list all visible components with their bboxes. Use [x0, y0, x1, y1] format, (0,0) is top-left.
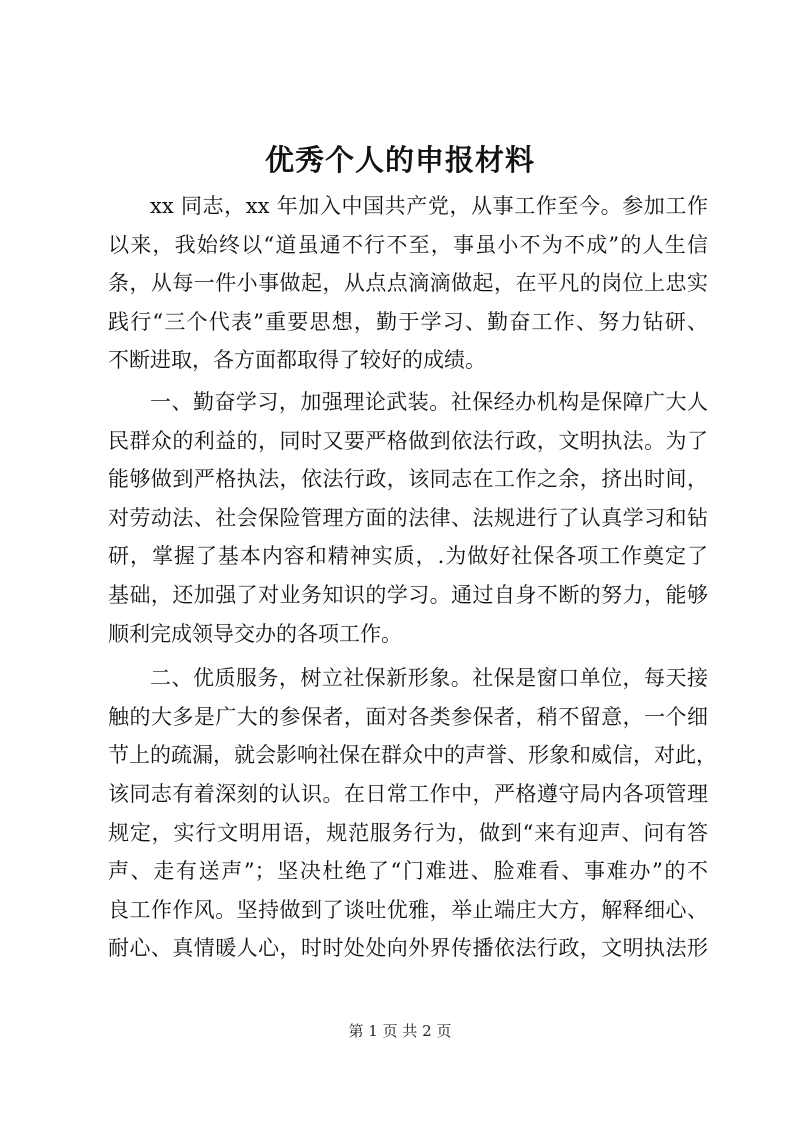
- text-line: 节上的疏漏，就会影响社保在群众中的声誉、形象和威信，对此，: [108, 743, 717, 768]
- text-line: 良工作作风。坚持做到了谈吐优雅，举止端庄大方，解释细心、: [108, 897, 708, 922]
- text-line: 耐心、真情暖人心，时时处处向外界传播依法行政，文明执法形: [108, 936, 708, 961]
- text-line: 基础，还加强了对业务知识的学习。通过自身不断的努力，能够: [108, 582, 708, 607]
- text-line: 规定，实行文明用语，规范服务行为，做到“来有迎声、问有答: [108, 820, 708, 845]
- text-line: xx 同志，xx 年加入中国共产党，从事工作至今。参加工作: [150, 194, 708, 218]
- text-line: 能够做到严格执法，依法行政，该同志在工作之余，挤出时间，: [108, 467, 708, 492]
- document-title: 优秀个人的申报材料: [264, 143, 535, 177]
- text-line: 践行“三个代表”重要思想，勤于学习、勤奋工作、努力钻研、: [108, 309, 708, 334]
- text-line: 声、走有送声”；坚决杜绝了“门难进、脸难看、事难办”的不: [108, 859, 708, 884]
- text-line: 不断进取，各方面都取得了较好的成绩。: [108, 348, 486, 373]
- paragraph-study: [108, 383, 708, 653]
- text-line: 触的大多是广大的参保者，面对各类参保者，稍不留意，一个细: [108, 704, 708, 729]
- text-line: 顺利完成领导交办的各项工作。: [108, 621, 402, 646]
- text-line: 该同志有着深刻的认识。在日常工作中，严格遵守局内各项管理: [108, 781, 708, 806]
- text-line: 民群众的利益的，同时又要严格做到依法行政，文明执法。为了: [108, 428, 708, 453]
- text-line: 条，从每一件小事做起，从点点滴滴做起，在平凡的岗位上忠实: [108, 271, 708, 296]
- text-line: 以来，我始终以“道虽通不行不至，事虽小不为不成”的人生信: [108, 232, 708, 257]
- text-line: 研，掌握了基本内容和精神实质，.为做好社保各项工作奠定了: [108, 544, 708, 569]
- document-body: [108, 187, 717, 968]
- text-line: 对劳动法、社会保险管理方面的法律、法规进行了认真学习和钻: [108, 505, 708, 530]
- paragraph-intro: [108, 187, 708, 380]
- text-line: 二、优质服务，树立社保新形象。社保是窗口单位，每天接: [150, 666, 708, 691]
- paragraph-service: [108, 659, 717, 968]
- text-line: 一、勤奋学习，加强理论武装。社保经办机构是保障广大人: [150, 389, 708, 414]
- page-footer: 第 1 页 共 2 页: [348, 1022, 452, 1040]
